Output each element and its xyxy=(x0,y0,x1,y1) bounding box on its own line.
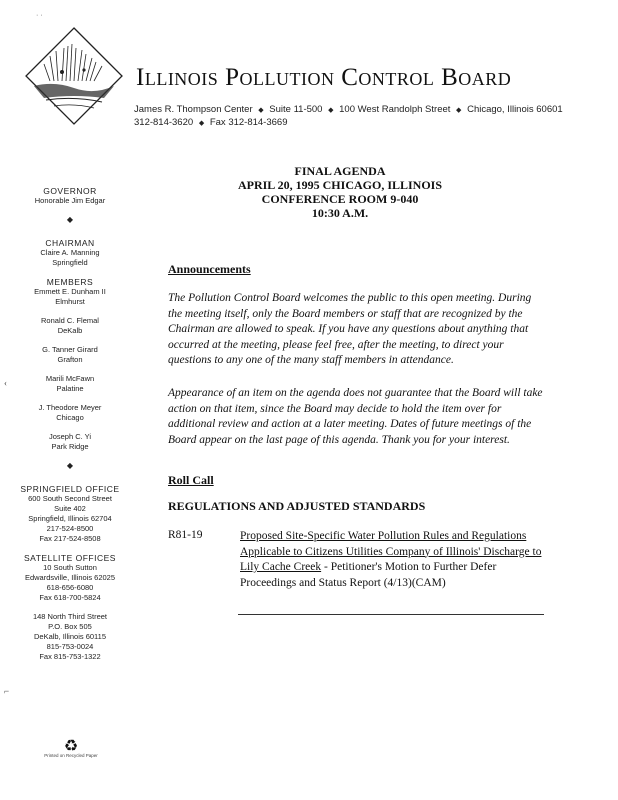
governor-name: Honorable Jim Edgar xyxy=(34,196,106,205)
regulations-heading: REGULATIONS AND ADJUSTED STANDARDS xyxy=(168,499,426,513)
address-street: 100 West Randolph Street xyxy=(339,104,451,115)
springfield-line: 600 South Second Street xyxy=(28,494,112,503)
springfield-line: Fax 217-524-8508 xyxy=(39,534,101,543)
member-name: J. Theodore Meyer xyxy=(38,403,102,412)
fax-number: Fax 312-814-3669 xyxy=(209,117,288,128)
satellite-offices-title: SATELLITE OFFICES xyxy=(24,553,116,563)
diamond-icon: ◆ xyxy=(66,461,74,470)
member-city: Elmhurst xyxy=(55,297,85,306)
member-name: Ronald C. Flemal xyxy=(41,316,99,325)
item-code: R81-19 xyxy=(168,529,203,541)
springfield-line: 217-524-8500 xyxy=(46,524,94,533)
members-title: MEMBERS xyxy=(46,277,94,287)
disclaimer-paragraph: Appearance of an item on the agenda does not guarantee that the Board will take action on that item, since the Board may decide to hold the item over for additional review and action at a later meeting. Dates of future meetings of the Board appear on the last page of this agenda. Thank you for your interest. xyxy=(168,387,543,446)
member-city: Grafton xyxy=(57,355,83,364)
chairman-name: Claire A. Manning xyxy=(40,248,100,257)
member-city: Park Ridge xyxy=(51,442,89,451)
margin-mark: ‹ xyxy=(4,378,7,388)
agenda-room: CONFERENCE ROOM 9-040 xyxy=(261,192,419,206)
agenda-time: 10:30 A.M. xyxy=(311,206,369,220)
scan-mark: · · xyxy=(36,12,43,19)
address-city: Chicago, Illinois 60601 xyxy=(467,104,563,115)
agenda-header xyxy=(210,164,470,220)
recycle-text: Printed on Recycled Paper xyxy=(44,753,98,758)
sidebar xyxy=(6,186,134,662)
dekalb-line: P.O. Box 505 xyxy=(48,622,92,631)
margin-mark: ⌐ xyxy=(4,686,10,696)
member-name: Joseph C. Yi xyxy=(48,432,92,441)
item-description xyxy=(240,529,550,591)
springfield-line: Springfield, Illinois 62704 xyxy=(28,514,112,523)
roll-call-heading: Roll Call xyxy=(168,473,214,487)
address-suite: Suite 11-500 xyxy=(269,104,323,115)
announcements-heading: Announcements xyxy=(168,262,251,276)
board-name: Illinois Pollution Control Board xyxy=(136,64,512,91)
member-name: Marili McFawn xyxy=(45,374,95,383)
separator-icon: ◆ xyxy=(198,120,205,127)
dekalb-line: 148 North Third Street xyxy=(32,612,108,621)
springfield-line: Suite 402 xyxy=(54,504,86,513)
member-name: G. Tanner Girard xyxy=(42,345,98,354)
board-logo xyxy=(24,26,124,126)
agenda-title: FINAL AGENDA xyxy=(294,164,386,178)
agenda-date: APRIL 20, 1995 CHICAGO, ILLINOIS xyxy=(237,178,443,192)
phone-number: 312-814-3620 xyxy=(134,117,194,128)
springfield-office-title: SPRINGFIELD OFFICE xyxy=(20,484,120,494)
separator-icon: ◆ xyxy=(456,107,462,114)
chairman-city: Springfield xyxy=(52,258,88,267)
diamond-icon: ◆ xyxy=(66,215,74,224)
chairman-title: CHAIRMAN xyxy=(45,238,95,248)
member-city: DeKalb xyxy=(57,326,83,335)
logo-water xyxy=(34,84,114,98)
member-city: Palatine xyxy=(56,384,84,393)
member-city: Chicago xyxy=(56,413,84,422)
dekalb-line: Fax 815-753-1322 xyxy=(39,652,101,661)
separator-icon: ◆ xyxy=(258,107,264,114)
satellite-line: Edwardsville, Illinois 62025 xyxy=(24,573,116,582)
phone-line xyxy=(134,117,287,128)
item-title: Proposed Site-Specific Water Pollution Rules and Regulations Applicable to Citizens Utilities Company of Illinois' Discharge to Lily Cache Creek xyxy=(240,530,542,573)
dekalb-line: DeKalb, Illinois 60115 xyxy=(34,632,106,641)
item-status: - Petitioner's Motion to Further Defer Proceedings and Status Report (4/13)(CAM) xyxy=(240,561,497,589)
address-line xyxy=(134,104,563,115)
satellite-line: 10 South Sutton xyxy=(43,563,97,572)
divider xyxy=(238,614,544,615)
satellite-line: 618-656-6080 xyxy=(46,583,94,592)
address-building: James R. Thompson Center xyxy=(134,104,253,115)
recycle-icon: ♻ xyxy=(63,738,79,755)
dekalb-line: 815-753-0024 xyxy=(46,642,94,651)
satellite-line: Fax 618-700-5824 xyxy=(39,593,101,602)
member-name: Emmett E. Dunham II xyxy=(34,287,106,296)
governor-title: GOVERNOR xyxy=(43,186,97,196)
separator-icon: ◆ xyxy=(328,107,334,114)
welcome-paragraph: The Pollution Control Board welcomes the public to this open meeting. During the meeting itself, only the Board members or staff that are recognized by the Chairman are allowed to speak. If you have any questions about anything that occurred at the meeting, please feel free, after the meeting, to direct your questions to any one of the many staff members in attendance. xyxy=(168,292,532,366)
